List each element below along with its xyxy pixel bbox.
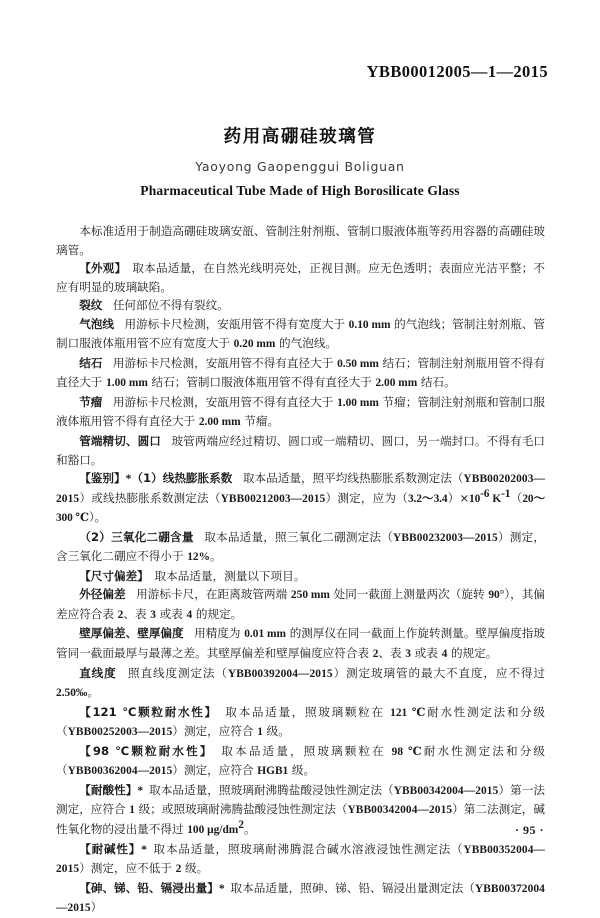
bubble-line-value-2: 0.20 mm — [233, 338, 276, 351]
paragraph-water-resistance-121: 【121 ℃颗粒耐水性】 取本品适量，照玻璃颗粒在 121 ℃耐水性测定法和分级（YBB00252003—2015）测定，应符合 1 级。 — [56, 704, 545, 739]
label-bubble-line: 气泡线 — [79, 316, 115, 331]
label-leaching: 【砷、锑、铅、镉浸出量】 — [79, 880, 219, 895]
label-tube-end: 管端精切、圆口 — [79, 434, 161, 449]
straightness-code: YBB00392004—2015 — [227, 667, 333, 680]
paragraph-alkali-resistance: 【耐碱性】* 取本品适量，照玻璃耐沸腾混合碱水溶液浸蚀性测定法（YBB00352004—2015）测定，应不低于 2 级。 — [56, 841, 545, 876]
page-title-chinese: 药用高硼硅玻璃管 — [223, 127, 377, 147]
outer-diameter-table-ref-1: 2 — [117, 608, 124, 621]
leaching-code: YBB00372004—2015 — [56, 882, 545, 915]
paragraph-knot: 节瘤 用游标卡尺检测，安瓿用管不得有直径大于 1.00 mm 节瘤；管制注射剂瓶和管制口服液体瓶用管不得有直径大于 2.00 mm 节瘤。 — [56, 394, 546, 429]
label-stone: 结石 — [79, 355, 103, 370]
paragraph-dimension-deviation: 【尺寸偏差】 取本品适量，测量以下项目。 — [79, 568, 306, 583]
thermal-expansion-code-2: YBB00212003—2015 — [220, 492, 326, 505]
thermal-expansion-unit-base: 10 — [469, 492, 481, 505]
water-resistance-121-grade: 1 — [257, 726, 263, 739]
boron-trioxide-code: YBB00232003—2015 — [393, 531, 498, 544]
label-thermal-expansion: 线热膨胀系数 — [162, 471, 233, 486]
paragraph-bubble-line: 气泡线 用游标卡尺检测，安瓿用管不得有宽度大于 0.10 mm 的气泡线；管制注射剂瓶、管制口服液体瓶用管不应有宽度大于 0.20 mm 的气泡线。 — [56, 316, 546, 351]
title-block — [0, 126, 600, 199]
straightness-value: 2.50‰ — [56, 687, 88, 700]
paragraph-crack: 裂纹 任何部位不得有裂纹。 — [79, 298, 229, 313]
water-resistance-98-grade: HGB1 — [257, 765, 289, 778]
label-outer-diameter: 外径偏差 — [79, 587, 126, 602]
wall-thickness-precision: 0.01 mm — [244, 628, 286, 641]
water-resistance-98-code: YBB00362004—2015 — [67, 765, 173, 778]
standard-code-header: YBB00012005—1—2015 — [366, 62, 548, 81]
thermal-expansion-unit-kelvin: K — [489, 492, 502, 505]
page-title-pinyin: Yaoyong Gaopenggui Boliguan — [195, 158, 405, 174]
wall-thickness-table-ref-2: 3 — [405, 648, 411, 661]
paragraph-stone: 结石 用游标卡尺检测，安瓿用管不得有直径大于 0.50 mm 结石；管制注射剂瓶用管不得有直径大于 1.00 mm 结石；管制口服液体瓶用管不得有直径大于 2.00 mm 结石。 — [56, 355, 546, 390]
paragraph-identification-2: （2）三氧化二硼含量 取本品适量，照三氧化二硼测定法（YBB00232003—2015）测定，含三氧化二硼应不得小于 12%。 — [56, 529, 545, 564]
label-water-resistance-98: 【98 ℃颗粒耐水性】 — [79, 743, 214, 758]
label-acid-resistance: 【耐酸性】 — [79, 782, 138, 797]
bubble-line-value-1: 0.10 mm — [348, 318, 391, 331]
label-identification: 【鉴别】 — [79, 471, 126, 486]
acid-resistance-code-2: YBB00342004—2015 — [347, 804, 453, 817]
label-appearance: 【外观】 — [79, 261, 127, 276]
label-knot: 节瘤 — [79, 394, 103, 409]
thermal-expansion-code-1: YBB00202003—2015 — [56, 473, 545, 505]
paragraph-outer-diameter: 外径偏差 用游标卡尺，在距离玻管两端 250 mm 处同一截面上测量两次（旋转 90°），其偏差应符合表 2、表 3 或表 4 的规定。 — [56, 587, 545, 621]
label-boron-trioxide: 三氧化二硼含量 — [111, 529, 194, 544]
acid-resistance-code-1: YBB00342004—2015 — [393, 784, 499, 797]
knot-value-1: 1.00 mm — [337, 396, 379, 409]
label-water-resistance-121: 【121 ℃颗粒耐水性】 — [79, 704, 218, 719]
footnote-star-acid-resistance: * — [137, 783, 144, 797]
alkali-resistance-code: YBB00352004—2015 — [56, 843, 545, 876]
boron-trioxide-value: 12% — [187, 551, 210, 564]
outer-diameter-distance: 250 mm — [290, 589, 330, 602]
paragraph-leaching: 【砷、锑、铅、镉浸出量】* 取本品适量，照砷、锑、铅、镉浸出量测定法（YBB00372004—2015） — [56, 880, 545, 915]
water-resistance-98-temperature: 98 ℃ — [391, 745, 424, 758]
footnote-star-leaching: * — [218, 881, 225, 895]
outer-diameter-table-ref-2: 3 — [150, 608, 156, 621]
paragraph-scope: 本标准适用于制造高硼硅玻璃安瓿、管制注射剂瓶、管制口服液体瓶等药用容器的高硼硅玻璃管。 — [56, 224, 545, 257]
stone-value-3: 2.00 mm — [375, 377, 418, 390]
thermal-expansion-temperature: 20～300 ℃ — [56, 492, 546, 525]
knot-value-2: 2.00 mm — [198, 416, 241, 429]
acid-resistance-grade: 1 — [129, 804, 135, 817]
paragraph-water-resistance-98: 【98 ℃颗粒耐水性】 取本品适量，照玻璃颗粒在 98 ℃耐水性测定法和分级（YBB00362004—2015）测定，应符合 HGB1 级。 — [56, 743, 545, 778]
paragraph-tube-end: 管端精切、圆口 玻管两端应经过精切、圆口或一端精切、圆口，另一端封口。不得有毛口和豁口。 — [56, 434, 545, 467]
thermal-expansion-unit-exponent: -6 — [480, 487, 490, 500]
label-crack: 裂纹 — [79, 298, 103, 313]
identification-item2-number: （2） — [79, 529, 112, 544]
label-wall-thickness: 壁厚偏差、壁厚偏度 — [79, 626, 184, 641]
thermal-expansion-kelvin-exponent: -1 — [501, 487, 511, 500]
page-title-english: Pharmaceutical Tube Made of High Borosilicate Glass — [140, 182, 460, 198]
footnote-star-identification: * — [125, 472, 132, 486]
paragraph-wall-thickness: 壁厚偏差、壁厚偏度 用精度为 0.01 mm 的测厚仪在同一截面上作旋转测量。壁厚偏度指玻管同一截面最厚与最薄之差。其壁厚偏差和壁厚偏度应符合表 2、表 3 或表 4 的规定。 — [56, 626, 546, 661]
alkali-resistance-grade: 2 — [175, 863, 182, 876]
footnote-star-alkali-resistance: * — [141, 842, 147, 856]
label-straightness: 直线度 — [79, 665, 117, 680]
identification-item1-number: （1） — [131, 471, 163, 486]
wall-thickness-table-ref-1: 2 — [372, 648, 379, 661]
acid-resistance-leach-limit-exponent: 2 — [238, 819, 244, 832]
paragraph-appearance: 【外观】 取本品适量，在自然光线明亮处，正视目测。应无色透明；表面应光洁平整；不应有明显的玻璃缺陷。 — [56, 261, 545, 294]
acid-resistance-leach-limit: 100 μg/dm — [187, 823, 239, 836]
page-number: · 95 · — [514, 823, 544, 837]
stone-value-1: 0.50 mm — [337, 357, 379, 370]
thermal-expansion-value: 3.2～3.4 — [407, 492, 448, 505]
water-resistance-121-temperature: 121 ℃ — [390, 706, 428, 719]
paragraph-straightness: 直线度 照直线度测定法（YBB00392004—2015）测定玻璃管的最大不直度，应不得过 2.50‰。 — [56, 665, 545, 700]
label-alkali-resistance: 【耐碱性】 — [79, 841, 142, 856]
outer-diameter-table-ref-3: 4 — [186, 608, 193, 621]
water-resistance-121-code: YBB00252003—2015 — [67, 726, 173, 739]
document-body — [56, 222, 545, 918]
outer-diameter-rotation: 90° — [488, 589, 505, 602]
paragraph-identification-1: 【鉴别】*（1）线热膨胀系数 取本品适量，照平均线热膨胀系数测定法（YBB00202003—2015）或线热膨胀系数测定法（YBB00212003—2015）测定，应为$(3.2\sim 3.4)\times 10^{-6}$ $K^{-1}(20\sim 300$ ℃）。 — [56, 471, 546, 525]
paragraph-acid-resistance: 【耐酸性】* 取本品适量，照玻璃耐沸腾盐酸浸蚀性测定法（YBB00342004—2015）第一法测定，应符合 1 级；或照玻璃耐沸腾盐酸浸蚀性测定法（YBB00342004—2015）第二法测定，碱性氧化物的浸出量不得过 100 $\mu g/dm^2$。 — [56, 782, 545, 836]
wall-thickness-table-ref-3: 4 — [441, 648, 448, 661]
label-dimension-deviation: 【尺寸偏差】 — [79, 568, 149, 583]
stone-value-2: 1.00 mm — [106, 377, 148, 390]
